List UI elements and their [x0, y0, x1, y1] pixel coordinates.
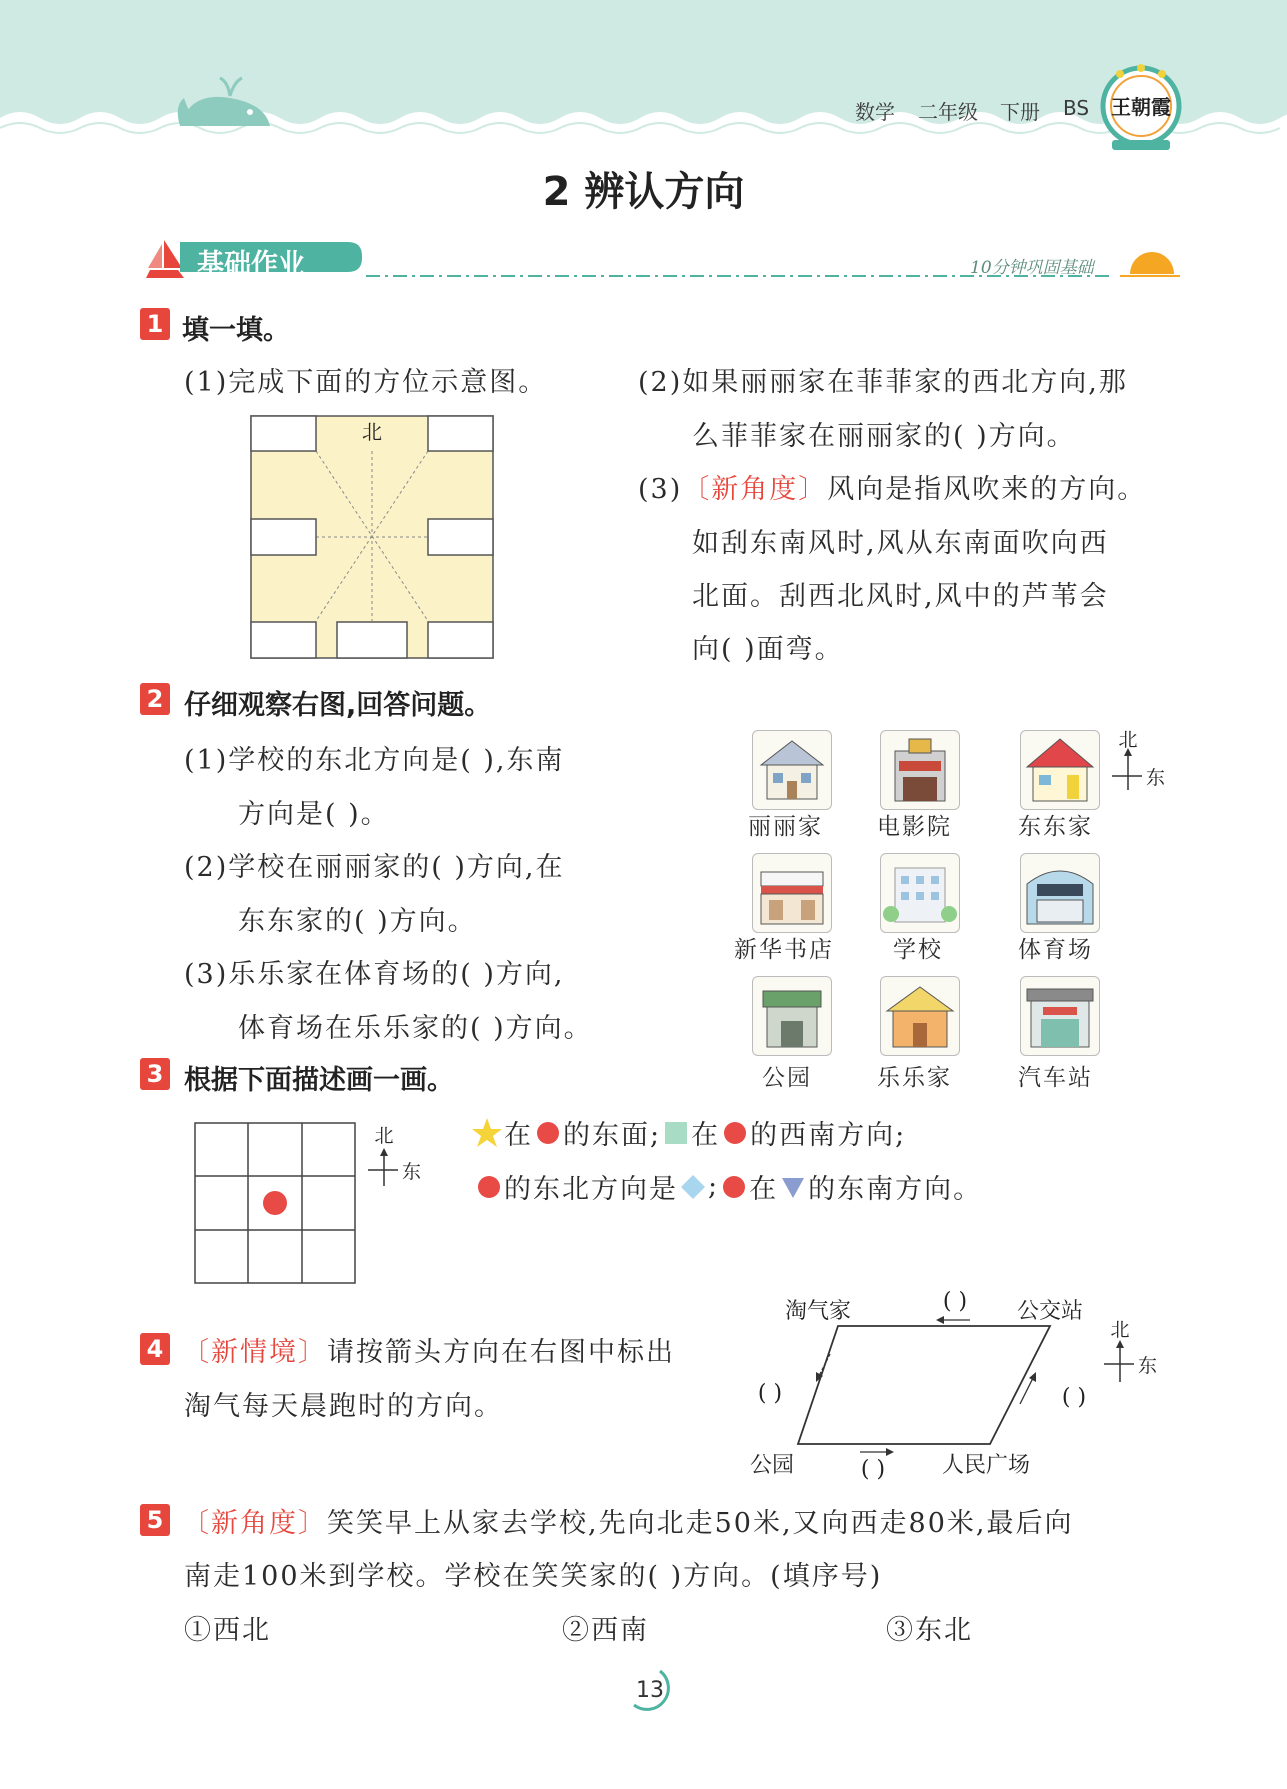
q5-option-3[interactable]: ③东北	[886, 1615, 973, 1646]
whale-icon	[170, 76, 280, 136]
q2-compass-east: 东	[1146, 767, 1166, 789]
q1-box-nw[interactable]	[251, 416, 316, 451]
red-circle-icon	[720, 1118, 750, 1148]
q4-answer-top[interactable]: ( )	[942, 1289, 968, 1314]
q1-box-w[interactable]	[251, 519, 316, 555]
star-icon	[470, 1116, 504, 1150]
q2-line4: 东东家的( )方向。	[238, 906, 477, 937]
q1-box-se[interactable]	[428, 622, 493, 658]
q5-number: 5	[140, 1504, 170, 1536]
q1-box-s[interactable]	[337, 622, 407, 658]
q5-option-2[interactable]: ②西南	[562, 1615, 649, 1646]
q1-number: 1	[140, 308, 170, 340]
q4-compass	[1100, 1318, 1170, 1390]
q1-part2-line1: (2)如果丽丽家在菲菲家的西北方向,那	[638, 367, 1128, 398]
q4-tag: 〔新情境〕	[182, 1337, 327, 1368]
q1-box-sw[interactable]	[251, 622, 316, 658]
q4-line1	[182, 1330, 675, 1369]
stadium-icon	[1020, 853, 1100, 933]
q3-line1-t4: 的西南方向;	[750, 1120, 907, 1151]
q3-line2-t2: ;	[708, 1171, 720, 1202]
q4-compass-east: 东	[1138, 1355, 1158, 1377]
red-circle-icon	[719, 1172, 749, 1202]
q2-line5: (3)乐乐家在体育场的( )方向,	[184, 959, 565, 990]
q1-part1: (1)完成下面的方位示意图。	[184, 367, 548, 398]
house-lili-icon	[752, 730, 832, 810]
q4-answer-bottom[interactable]: ( )	[860, 1457, 886, 1480]
q2-line1: (1)学校的东北方向是( ),东南	[184, 745, 565, 776]
q3-line1-t1: 在	[504, 1120, 533, 1151]
q4-taoqi-label: 淘气家	[784, 1299, 852, 1324]
label-bookstore: 新华书店	[734, 937, 834, 963]
q1-part3-text: 风向是指风吹来的方向。	[827, 474, 1147, 505]
q4-square-label: 人民广场	[941, 1453, 1031, 1478]
q4-bus-label: 公交站	[1016, 1299, 1084, 1324]
q4-route-diagram	[720, 1280, 1160, 1480]
q3-grid-red-dot	[263, 1191, 287, 1215]
q5-option-1[interactable]: ①西北	[184, 1615, 271, 1646]
q3-number: 3	[140, 1058, 170, 1090]
q3-line1	[470, 1113, 906, 1152]
q3-line2	[474, 1167, 982, 1206]
q4-answer-left[interactable]: ( )	[757, 1381, 783, 1406]
label-school: 学校	[893, 937, 943, 963]
bus-station-icon	[1020, 976, 1100, 1056]
q3-line2-t4: 的东南方向。	[808, 1174, 983, 1205]
q2-number: 2	[140, 683, 170, 715]
section-note: 10分钟巩固基础	[970, 258, 1094, 278]
label-cinema: 电影院	[877, 814, 952, 840]
q1-part2-line2: 么菲菲家在丽丽家的( )方向。	[692, 421, 1076, 452]
q3-line2-t3: 在	[749, 1174, 779, 1205]
q2-line2: 方向是( )。	[238, 799, 390, 830]
section-label: 基础作业	[197, 249, 305, 280]
q5-line1-text: 笑笑早上从家去学校,先向北走50米,又向西走80米,最后向	[327, 1508, 1074, 1539]
q1-part3-prefix: (3)	[638, 474, 683, 505]
green-square-icon	[661, 1118, 691, 1148]
q1-part3-line1	[638, 467, 1146, 506]
header-volume: 下册	[1000, 100, 1040, 124]
q2-compass	[1108, 728, 1168, 798]
park-icon	[752, 976, 832, 1056]
label-bus-station: 汽车站	[1018, 1065, 1093, 1091]
header-edition: BS	[1063, 96, 1090, 120]
header-grade: 二年级	[918, 100, 978, 124]
label-dongdong-home: 东东家	[1018, 814, 1093, 840]
q2-title: 仔细观察右图,回答问题。	[184, 690, 492, 721]
bookstore-icon	[752, 853, 832, 933]
house-dongdong-icon	[1020, 730, 1100, 810]
q3-line2-t1: 的东北方向是	[504, 1174, 678, 1205]
q1-part3-line2: 如刮东南风时,风从东南面吹向西	[692, 528, 1109, 559]
q3-line1-t3: 在	[691, 1120, 721, 1151]
q1-part3-line4: 向( )面弯。	[692, 634, 844, 665]
q1-box-ne[interactable]	[428, 416, 493, 451]
blue-diamond-icon	[678, 1172, 708, 1202]
q4-park-label: 公园	[749, 1453, 795, 1478]
q3-title: 根据下面描述画一画。	[184, 1065, 454, 1096]
school-icon	[880, 853, 960, 933]
cinema-icon	[880, 730, 960, 810]
page-number: 13	[636, 1678, 664, 1703]
q3-compass-north: 北	[374, 1125, 394, 1147]
page-title: 2 辨认方向	[542, 169, 745, 215]
q3-compass-east: 东	[402, 1161, 422, 1183]
q1-north-label: 北	[362, 420, 382, 444]
svg-text:王朝霞: 王朝霞	[1111, 95, 1171, 119]
q1-part3-tag: 〔新角度〕	[682, 474, 828, 505]
q2-line3: (2)学校在丽丽家的( )方向,在	[184, 852, 565, 883]
brand-logo	[1098, 60, 1184, 152]
q1-title: 填一填。	[182, 315, 290, 346]
q3-grid[interactable]	[194, 1122, 356, 1284]
header-subject: 数学	[855, 100, 895, 124]
blue-triangle-icon	[778, 1172, 808, 1202]
q1-box-e[interactable]	[428, 519, 493, 555]
q4-compass-north: 北	[1110, 1319, 1130, 1341]
q5-tag: 〔新角度〕	[182, 1508, 327, 1539]
q4-answer-right[interactable]: ( )	[1061, 1385, 1087, 1410]
q5-line2: 南走100米到学校。学校在笑笑家的( )方向。(填序号)	[184, 1561, 883, 1592]
q5-line1	[182, 1501, 1073, 1540]
red-circle-icon	[474, 1172, 504, 1202]
red-circle-icon	[533, 1118, 563, 1148]
q4-line2: 淘气每天晨跑时的方向。	[184, 1391, 503, 1422]
q4-number: 4	[140, 1333, 170, 1365]
label-lili-home: 丽丽家	[748, 814, 823, 840]
label-stadium: 体育场	[1018, 937, 1093, 963]
q1-direction-diagram	[250, 415, 494, 659]
q2-compass-north: 北	[1118, 729, 1138, 751]
q3-compass	[362, 1122, 432, 1192]
label-lele-home: 乐乐家	[877, 1065, 952, 1091]
q1-part3-line3: 北面。刮西北风时,风中的芦苇会	[692, 581, 1109, 612]
q2-line6: 体育场在乐乐家的( )方向。	[238, 1013, 593, 1044]
label-park: 公园	[762, 1065, 812, 1091]
house-lele-icon	[880, 976, 960, 1056]
q4-line1-text: 请按箭头方向在右图中标出	[327, 1337, 675, 1368]
q3-line1-t2: 的东面;	[563, 1120, 662, 1151]
